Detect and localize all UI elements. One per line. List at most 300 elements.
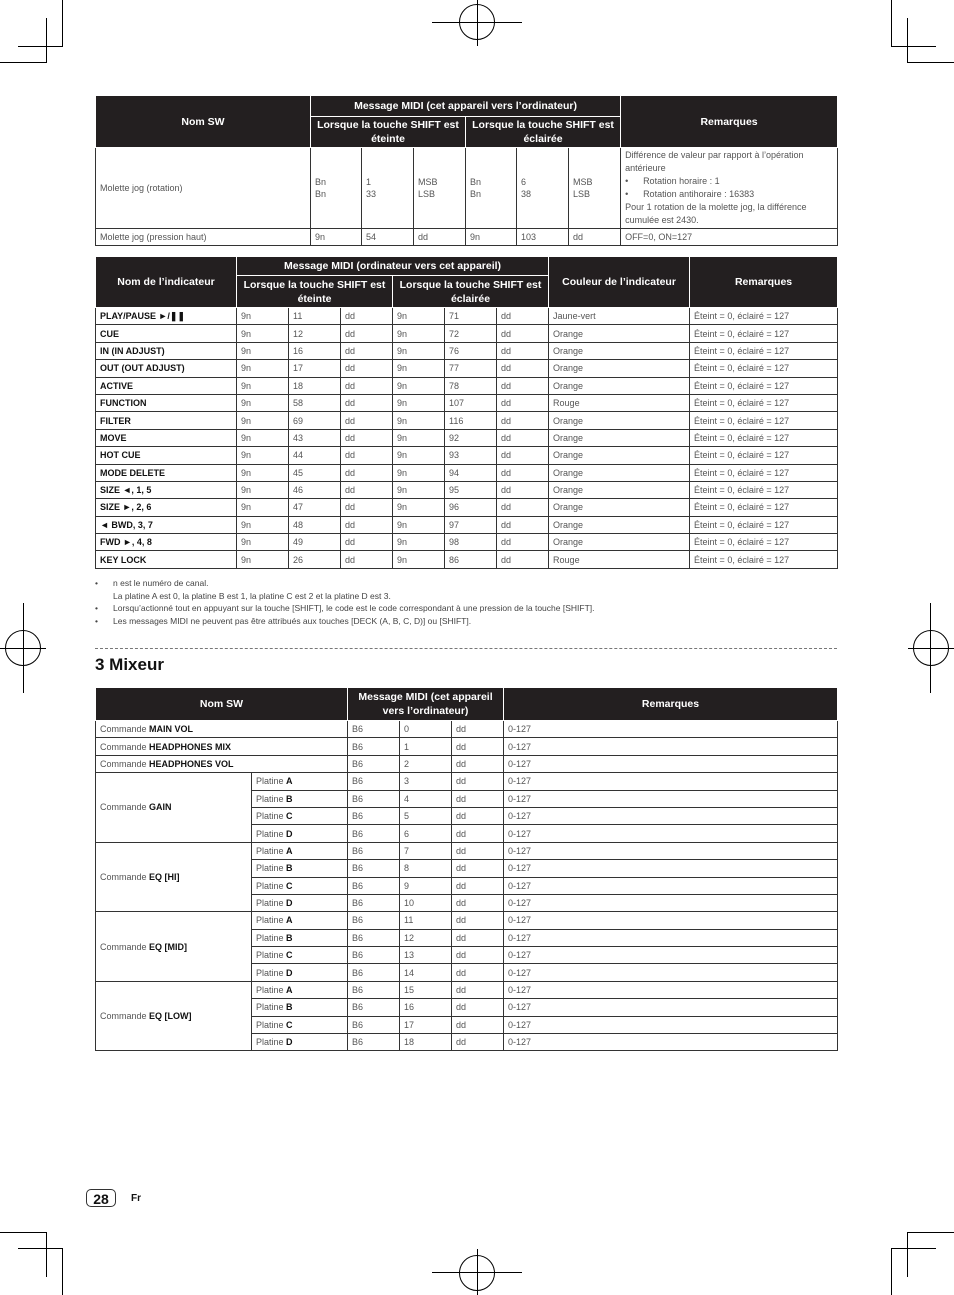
row-name — [96, 981, 252, 1051]
col-header-midi: Message MIDI (cet appareil vers l’ordinateur) — [348, 688, 504, 721]
cell: 11 — [289, 308, 341, 325]
cell: dd — [341, 447, 393, 464]
cell: 98 — [445, 534, 497, 551]
cell: 9n — [237, 481, 289, 498]
cell: 9n — [237, 394, 289, 411]
cell: 11 — [400, 912, 452, 929]
remark-cell: Différence de valeur par rapport à l’opération antérieure • Rotation horaire : 1 • Rotation antihoraire : 16383 Pour 1 rotation de la molette jog, la différence cumulée est 2430. — [621, 148, 838, 229]
cell: Orange — [549, 325, 690, 342]
cell: 77 — [445, 360, 497, 377]
indicator-name: ACTIVE — [96, 377, 237, 394]
cell: 9n — [237, 447, 289, 464]
cell: B6 — [348, 842, 400, 859]
cell: 9n — [393, 464, 445, 481]
deck-cell — [252, 964, 348, 981]
table-row — [96, 342, 838, 359]
cell: dd — [341, 429, 393, 446]
cell: 12 — [400, 929, 452, 946]
name-prefix: Commande — [100, 802, 147, 813]
deck-cell — [252, 999, 348, 1016]
cell: 0-127 — [504, 755, 838, 772]
col-header-midi: Message MIDI (ordinateur vers cet appareil) — [237, 257, 549, 276]
cell: Éteint = 0, éclairé = 127 — [690, 499, 838, 516]
cell: B6 — [348, 825, 400, 842]
table-row — [96, 755, 838, 772]
cell: 9n — [393, 481, 445, 498]
cell: 0-127 — [504, 842, 838, 859]
deck-label: Platine — [256, 828, 284, 839]
cell: 1 — [400, 738, 452, 755]
deck-cell — [252, 790, 348, 807]
cell: 5 — [400, 807, 452, 824]
deck-letter: A — [286, 985, 293, 996]
row-name: Molette jog (rotation) — [96, 148, 311, 229]
mixer-midi-table — [95, 687, 838, 1051]
cell: B6 — [348, 894, 400, 911]
cell: 17 — [289, 360, 341, 377]
indicator-name: MOVE — [96, 429, 237, 446]
cell: dd — [497, 412, 549, 429]
cell: 9n — [393, 534, 445, 551]
indicator-midi-table — [95, 256, 838, 569]
cell: dd — [452, 1016, 504, 1033]
cell: 9n — [393, 516, 445, 533]
cell: dd — [341, 308, 393, 325]
table-row — [96, 325, 838, 342]
cell: 9n — [237, 464, 289, 481]
cell: 0-127 — [504, 999, 838, 1016]
deck-letter: C — [286, 880, 293, 891]
cell: 43 — [289, 429, 341, 446]
cell: 9n — [311, 229, 362, 246]
cell: Rouge — [549, 394, 690, 411]
cell: 107 — [445, 394, 497, 411]
table-row — [96, 912, 838, 929]
cell: 9 — [400, 877, 452, 894]
cell: 6 38 — [517, 148, 569, 229]
cell: 15 — [400, 981, 452, 998]
col-header-name: Nom SW — [96, 688, 348, 721]
indicator-name: MODE DELETE — [96, 464, 237, 481]
page-number: 28 — [86, 1189, 116, 1207]
cell: dd — [497, 342, 549, 359]
deck-label: Platine — [256, 880, 284, 891]
cell: 47 — [289, 499, 341, 516]
deck-label: Platine — [256, 863, 284, 874]
col-header-shift-on: Lorsque la touche SHIFT est éclairée — [393, 276, 549, 308]
cell: 44 — [289, 447, 341, 464]
table-row — [96, 534, 838, 551]
cell: dd — [497, 360, 549, 377]
cell: dd — [341, 481, 393, 498]
deck-label: Platine — [256, 950, 284, 961]
cell: B6 — [348, 738, 400, 755]
cell: 18 — [289, 377, 341, 394]
cell: dd — [452, 825, 504, 842]
cell: Orange — [549, 447, 690, 464]
cell: dd — [341, 551, 393, 568]
cell: 0-127 — [504, 1034, 838, 1051]
cell: Orange — [549, 360, 690, 377]
deck-letter: C — [286, 1019, 293, 1030]
cell: dd — [452, 773, 504, 790]
deck-cell — [252, 877, 348, 894]
cell: 96 — [445, 499, 497, 516]
cell: B6 — [348, 912, 400, 929]
table-row — [96, 308, 838, 325]
cell: 76 — [445, 342, 497, 359]
cell: Orange — [549, 342, 690, 359]
cell: B6 — [348, 1016, 400, 1033]
note-item: • Lorsqu’actionné tout en appuyant sur la touche [SHIFT], le code est le code correspondant à une pression de la touche [SHIFT]. — [95, 602, 594, 615]
notes — [95, 577, 594, 627]
cell: Éteint = 0, éclairé = 127 — [690, 412, 838, 429]
cell: 103 — [517, 229, 569, 246]
cell: B6 — [348, 929, 400, 946]
cell: B6 — [348, 773, 400, 790]
col-header-remarks: Remarques — [621, 96, 838, 148]
cell: 9n — [466, 229, 517, 246]
deck-letter: B — [286, 932, 293, 943]
table-row — [96, 551, 838, 568]
cell: B6 — [348, 981, 400, 998]
cell: 9n — [237, 325, 289, 342]
cell: Éteint = 0, éclairé = 127 — [690, 551, 838, 568]
deck-letter: D — [286, 1037, 293, 1048]
cell: B6 — [348, 755, 400, 772]
row-name — [96, 842, 252, 912]
cell: 0-127 — [504, 912, 838, 929]
control-name: EQ [LOW] — [149, 1011, 192, 1022]
name-prefix: Commande — [100, 741, 147, 752]
deck-label: Platine — [256, 1019, 284, 1030]
cell: dd — [452, 894, 504, 911]
cell: dd — [341, 516, 393, 533]
deck-letter: B — [286, 793, 293, 804]
cell: Orange — [549, 499, 690, 516]
cell: 9n — [393, 377, 445, 394]
cell: 0-127 — [504, 721, 838, 738]
cell: 26 — [289, 551, 341, 568]
cell: 8 — [400, 860, 452, 877]
cell: dd — [341, 325, 393, 342]
cell: Orange — [549, 377, 690, 394]
col-header-shift-off: Lorsque la touche SHIFT est éteinte — [311, 117, 466, 148]
deck-letter: B — [286, 1002, 293, 1013]
cell: dd — [341, 534, 393, 551]
deck-cell — [252, 912, 348, 929]
cell: dd — [341, 394, 393, 411]
cell: dd — [497, 447, 549, 464]
cell: 94 — [445, 464, 497, 481]
cell: 9n — [237, 342, 289, 359]
deck-label: Platine — [256, 985, 284, 996]
cell: 9n — [237, 412, 289, 429]
indicator-name: PLAY/PAUSE ►/❚❚ — [96, 308, 237, 325]
cell: 10 — [400, 894, 452, 911]
col-header-remarks: Remarques — [504, 688, 838, 721]
cell: 9n — [393, 394, 445, 411]
cell: dd — [452, 755, 504, 772]
cell: 0-127 — [504, 738, 838, 755]
cell: 48 — [289, 516, 341, 533]
cell: 16 — [400, 999, 452, 1016]
cell: dd — [452, 807, 504, 824]
deck-cell — [252, 842, 348, 859]
cell: 9n — [393, 342, 445, 359]
table-row — [96, 721, 838, 738]
cell: Éteint = 0, éclairé = 127 — [690, 481, 838, 498]
indicator-name: FWD ►, 4, 8 — [96, 534, 237, 551]
cell: 9n — [237, 429, 289, 446]
cell: 9n — [237, 551, 289, 568]
cell: 9n — [237, 516, 289, 533]
table-row — [96, 981, 838, 998]
cell: 16 — [289, 342, 341, 359]
section-title: 3 Mixeur — [95, 655, 164, 674]
deck-cell — [252, 894, 348, 911]
cell: 3 — [400, 773, 452, 790]
cell: dd — [497, 534, 549, 551]
deck-label: Platine — [256, 811, 284, 822]
cell: Éteint = 0, éclairé = 127 — [690, 308, 838, 325]
cell: 116 — [445, 412, 497, 429]
table-row — [96, 377, 838, 394]
cell: dd — [452, 912, 504, 929]
indicator-name: IN (IN ADJUST) — [96, 342, 237, 359]
remark-text: Rotation horaire : 1 — [643, 176, 720, 186]
name-prefix: Commande — [100, 1011, 147, 1022]
cell: Éteint = 0, éclairé = 127 — [690, 516, 838, 533]
cell: 0-127 — [504, 894, 838, 911]
deck-letter: D — [286, 898, 293, 909]
cell: 13 — [400, 947, 452, 964]
table-row — [96, 429, 838, 446]
cell: 95 — [445, 481, 497, 498]
cell: dd — [452, 929, 504, 946]
name-prefix: Commande — [100, 724, 147, 735]
cell: dd — [341, 412, 393, 429]
control-name: HEADPHONES VOL — [149, 758, 234, 769]
cell: Éteint = 0, éclairé = 127 — [690, 464, 838, 481]
cell: B6 — [348, 877, 400, 894]
cell: Éteint = 0, éclairé = 127 — [690, 447, 838, 464]
cell: Éteint = 0, éclairé = 127 — [690, 394, 838, 411]
remark-text: Rotation antihoraire : 16383 — [643, 189, 755, 199]
cell: B6 — [348, 721, 400, 738]
cell: 17 — [400, 1016, 452, 1033]
deck-cell — [252, 825, 348, 842]
cell: B6 — [348, 964, 400, 981]
cell: 0-127 — [504, 860, 838, 877]
row-name: Molette jog (pression haut) — [96, 229, 311, 246]
deck-cell — [252, 773, 348, 790]
cell: 0-127 — [504, 877, 838, 894]
indicator-name: FUNCTION — [96, 394, 237, 411]
table-row — [96, 394, 838, 411]
deck-label: Platine — [256, 915, 284, 926]
col-header-name: Nom SW — [96, 96, 311, 148]
cell: dd — [341, 342, 393, 359]
cell: 7 — [400, 842, 452, 859]
deck-label: Platine — [256, 898, 284, 909]
cell: MSB LSB — [569, 148, 621, 229]
cell: Orange — [549, 534, 690, 551]
cell: 45 — [289, 464, 341, 481]
row-name — [96, 721, 348, 738]
cell: 49 — [289, 534, 341, 551]
indicator-name: CUE — [96, 325, 237, 342]
cell: B6 — [348, 807, 400, 824]
col-header-color: Couleur de l’indicateur — [549, 257, 690, 308]
cell: 71 — [445, 308, 497, 325]
cell: Éteint = 0, éclairé = 127 — [690, 429, 838, 446]
cell: dd — [414, 229, 466, 246]
table-row — [96, 360, 838, 377]
table-row — [96, 148, 838, 229]
table-row — [96, 738, 838, 755]
row-name — [96, 773, 252, 843]
cell: dd — [452, 721, 504, 738]
cell: Orange — [549, 481, 690, 498]
cell: dd — [341, 377, 393, 394]
deck-letter: C — [286, 950, 293, 961]
cell: 92 — [445, 429, 497, 446]
section-divider — [95, 648, 837, 649]
table-row — [96, 773, 838, 790]
cell: 9n — [393, 551, 445, 568]
deck-letter: A — [286, 845, 293, 856]
cell: 9n — [393, 429, 445, 446]
cell: 46 — [289, 481, 341, 498]
cell: dd — [452, 1034, 504, 1051]
jog-midi-table — [95, 95, 838, 246]
table-row — [96, 412, 838, 429]
name-prefix: Commande — [100, 758, 147, 769]
cell: 93 — [445, 447, 497, 464]
cell: dd — [497, 325, 549, 342]
cell: Rouge — [549, 551, 690, 568]
cell: dd — [452, 947, 504, 964]
deck-letter: A — [286, 776, 293, 787]
cell: dd — [497, 308, 549, 325]
indicator-name: SIZE ►, 2, 6 — [96, 499, 237, 516]
cell: dd — [497, 551, 549, 568]
col-header-remarks: Remarques — [690, 257, 838, 308]
cell: 9n — [237, 499, 289, 516]
remark-cell: OFF=0, ON=127 — [621, 229, 838, 246]
cell: Orange — [549, 516, 690, 533]
note-item: La platine A est 0, la platine B est 1, la platine C est 2 et la platine D est 3. — [113, 590, 391, 601]
cell: 97 — [445, 516, 497, 533]
cell: 9n — [237, 360, 289, 377]
cell: dd — [452, 877, 504, 894]
deck-letter: A — [286, 915, 293, 926]
control-name: GAIN — [149, 802, 172, 813]
cell: 0-127 — [504, 807, 838, 824]
cell: 72 — [445, 325, 497, 342]
table-row — [96, 447, 838, 464]
table-row — [96, 229, 838, 246]
deck-label: Platine — [256, 932, 284, 943]
control-name: HEADPHONES MIX — [149, 741, 232, 752]
indicator-name: OUT (OUT ADJUST) — [96, 360, 237, 377]
col-header-name: Nom de l’indicateur — [96, 257, 237, 308]
deck-label: Platine — [256, 776, 284, 787]
deck-cell — [252, 807, 348, 824]
indicator-name: SIZE ◄, 1, 5 — [96, 481, 237, 498]
cell: dd — [452, 860, 504, 877]
cell: 0-127 — [504, 964, 838, 981]
cell: Bn Bn — [311, 148, 362, 229]
cell: 86 — [445, 551, 497, 568]
cell: dd — [341, 499, 393, 516]
cell: 0-127 — [504, 981, 838, 998]
cell: Éteint = 0, éclairé = 127 — [690, 325, 838, 342]
cell: 0-127 — [504, 947, 838, 964]
deck-label: Platine — [256, 967, 284, 978]
deck-letter: D — [286, 967, 293, 978]
cell: 1 33 — [362, 148, 414, 229]
cell: dd — [497, 516, 549, 533]
cell: 0-127 — [504, 1016, 838, 1033]
remark-text: Différence de valeur par rapport à l’opération antérieure — [625, 150, 804, 173]
cell: dd — [452, 999, 504, 1016]
cell: MSB LSB — [414, 148, 466, 229]
deck-cell — [252, 981, 348, 998]
table-row — [96, 516, 838, 533]
cell: B6 — [348, 999, 400, 1016]
cell: 0-127 — [504, 790, 838, 807]
col-header-shift-off: Lorsque la touche SHIFT est éteinte — [237, 276, 393, 308]
cell: Orange — [549, 412, 690, 429]
indicator-name: FILTER — [96, 412, 237, 429]
cell: Éteint = 0, éclairé = 127 — [690, 360, 838, 377]
cell: dd — [452, 981, 504, 998]
cell: dd — [497, 394, 549, 411]
deck-label: Platine — [256, 1002, 284, 1013]
row-name — [96, 755, 348, 772]
cell: 9n — [237, 534, 289, 551]
cell: 0 — [400, 721, 452, 738]
cell: 9n — [393, 325, 445, 342]
cell: 18 — [400, 1034, 452, 1051]
cell: Orange — [549, 429, 690, 446]
deck-letter: C — [286, 811, 293, 822]
cell: dd — [497, 377, 549, 394]
row-name — [96, 738, 348, 755]
cell: dd — [497, 464, 549, 481]
table-row — [96, 464, 838, 481]
table-row — [96, 499, 838, 516]
row-name — [96, 912, 252, 982]
cell: Bn Bn — [466, 148, 517, 229]
cell: 9n — [393, 499, 445, 516]
cell: 14 — [400, 964, 452, 981]
note-item: • Les messages MIDI ne peuvent pas être attribués aux touches [DECK (A, B, C, D)] ou [SHIFT]. — [95, 615, 594, 628]
cell: dd — [569, 229, 621, 246]
cell: 9n — [393, 412, 445, 429]
col-header-shift-on: Lorsque la touche SHIFT est éclairée — [466, 117, 621, 148]
cell: Orange — [549, 464, 690, 481]
name-prefix: Commande — [100, 872, 147, 883]
cell: 69 — [289, 412, 341, 429]
deck-cell — [252, 947, 348, 964]
control-name: MAIN VOL — [149, 724, 194, 735]
cell: Éteint = 0, éclairé = 127 — [690, 342, 838, 359]
cell: 9n — [393, 360, 445, 377]
cell: Jaune-vert — [549, 308, 690, 325]
